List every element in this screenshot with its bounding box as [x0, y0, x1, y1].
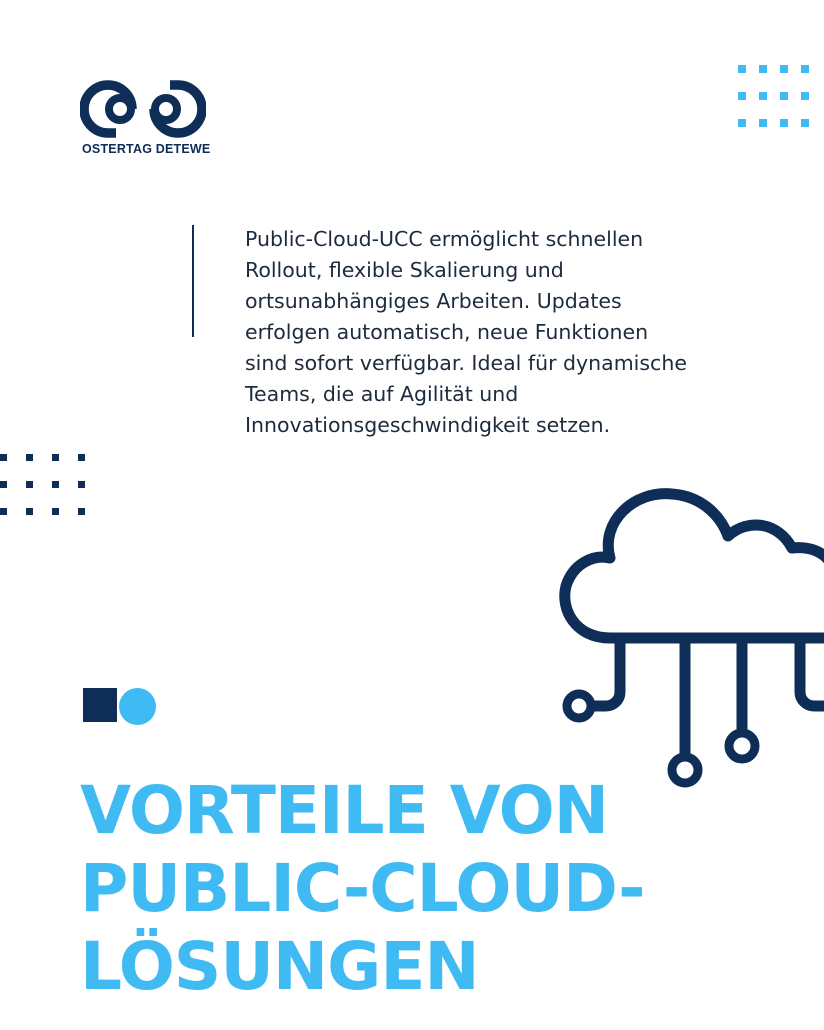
headline: VORTEILE VON PUBLIC-CLOUD- LÖSUNGEN	[80, 772, 645, 1005]
decorative-square	[83, 688, 117, 722]
cloud-network-icon	[548, 478, 824, 798]
decorative-circle	[119, 688, 156, 725]
intro-paragraph: Public-Cloud-UCC ermöglicht schnellen Rollout, flexible Skalierung und ortsunabhängiges Arbeiten. Updates erfolgen automatisch, neue Funktionen sind sofort verfügbar. Ideal für dynamische Teams, die auf Agilität und Innovationsgeschwindigkeit setzen.	[245, 227, 687, 437]
decorative-dot-grid-top	[738, 65, 809, 127]
quote-divider-line	[192, 225, 194, 337]
decorative-dot-grid-left	[0, 454, 85, 515]
ostertag-detewe-logo-icon	[80, 78, 206, 140]
brand-name: OSTERTAG DETEWE	[82, 142, 211, 156]
brand-logo	[80, 78, 210, 158]
